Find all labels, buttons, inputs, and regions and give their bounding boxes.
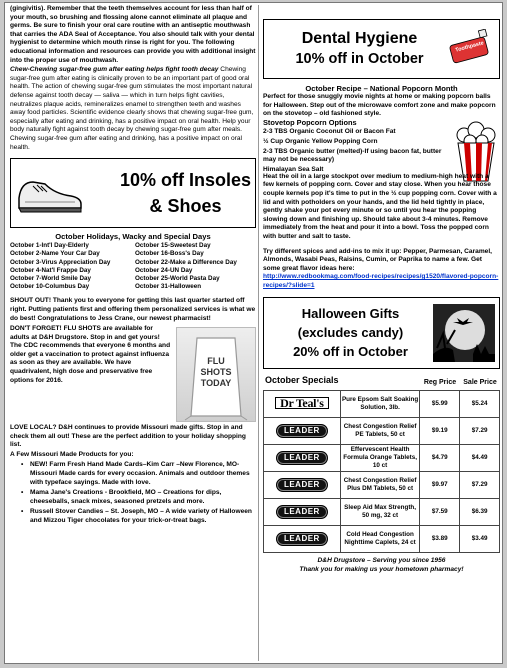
sale-price: $4.49 — [460, 444, 500, 471]
halloween-promo-box — [263, 297, 500, 369]
table-row — [264, 525, 500, 552]
flu-shot-paragraph: DON'T FORGET! FLU SHOTS are available for adults at D&H Drugstore. Stop in and get yours! The CDC recommends that everyone 6 months and older get a vaccination to protect against influenza as soon as they are available. We have quadrivalent, high dose and preservative free options for 2016. — [10, 325, 171, 384]
list-item: • Mama Jane's Creations - Brookfield, MO – Creations for dips, cheeseballs, snack mixes, seasoned pretzels and more. — [30, 489, 256, 506]
spices-paragraph: Try different spices and add-ins to mix it up: Pepper, Parmesan, Caramel, Almonds, Wasabi Peas, Raisins, Cumin, or Paprika to name a few. Get some great flavor ideas here: — [263, 247, 493, 272]
ingredient-item: Himalayan Sea Salt — [263, 165, 324, 173]
holidays-list — [10, 242, 256, 291]
holiday-item: October 25-World Pasta Day — [135, 274, 220, 282]
leader-logo: LEADER — [276, 451, 328, 465]
specials-title: October Specials — [265, 374, 339, 385]
holiday-item: October 24-UN Day — [135, 266, 193, 274]
dental-promo-title: Dental Hygiene 10% off in October — [295, 30, 424, 67]
table-row — [264, 444, 500, 471]
specials-table — [263, 390, 500, 553]
holiday-item: October 2-Name Your Car Day — [10, 250, 100, 258]
holiday-item: October 15-Sweetest Day — [135, 242, 211, 250]
ingredient-item: 2-3 TBS Organic Coconut Oil or Bacon Fat — [263, 128, 396, 136]
products-intro: A Few Missouri Made Products for you: — [10, 450, 134, 458]
dental-promo-box — [263, 19, 500, 79]
mouthwash-paragraph: (gingivitis). Remember that the teeth themselves account for less than half of your mouth, so brushing and flossing alone cannot eliminate all plaque and germs. Be sure to finish your oral care routine with an antiseptic mouthwash that carries the ADA Seal of Acceptance. You also should talk with your dental hygienist to determine which mouth rinse is right for you. The following educational information and resources can provide you with additional insight into the proper use of mouthwash. — [10, 5, 256, 64]
list-item: • NEW! Farm Fresh Hand Made Cards–Kim Carr –New Florence, MO-Missouri Made cards for every occasion. Animals and outdoor themes with typeface sayings. Made with love. — [30, 461, 256, 487]
reg-price: $7.59 — [420, 498, 460, 525]
reg-price: $5.99 — [420, 390, 460, 417]
flu-shots-sign-image — [176, 327, 256, 422]
table-row — [264, 498, 500, 525]
products-list — [30, 461, 256, 525]
newsletter-page — [4, 2, 503, 664]
toothpaste-label: Toothpaste — [454, 40, 485, 54]
table-row — [264, 471, 500, 498]
holiday-item: October 7-World Smile Day — [10, 274, 92, 282]
footer-thanks: Thank you for making us your hometown pharmacy! — [299, 565, 464, 573]
special-item: Chest Congestion Relief Plus DM Tablets, 50 ct — [340, 471, 420, 498]
gum-paragraph — [10, 66, 256, 152]
footer — [263, 556, 500, 574]
drteals-logo: Dr Teal's — [275, 397, 328, 409]
halloween-moon-icon — [433, 304, 495, 362]
halloween-promo-title: Halloween Gifts (excludes candy) 20% off in October — [293, 306, 408, 359]
sneaker-icon — [15, 168, 85, 218]
recipe-intro: Perfect for those snuggly movie nights at home or making popcorn balls for Halloween. Step out of the microwave comfort zone and make popcorn on the stovetop – old fashioned style. — [263, 93, 496, 118]
holiday-item: October 31-Halloween — [135, 283, 202, 291]
table-row — [264, 390, 500, 417]
special-item: Pure Epsom Salt Soaking Solution, 3lb. — [340, 390, 420, 417]
holiday-item: October 16-Boss's Day — [135, 250, 204, 258]
special-item: Sleep Aid Max Strength, 50 mg, 32 ct — [340, 498, 420, 525]
table-row — [264, 417, 500, 444]
holiday-item: October 4-Nat'l Frappe Day — [10, 266, 91, 274]
sale-price: $7.29 — [460, 417, 500, 444]
shout-out-paragraph: SHOUT OUT! Thank you to everyone for getting this last quarter started off right. Putting patients first and offering them personalized services is what we do best! Congratulations to Jess Crane, our newest pharmacist! — [10, 297, 256, 322]
sale-price: $5.24 — [460, 390, 500, 417]
sale-price: $3.49 — [460, 525, 500, 552]
leader-logo: LEADER — [276, 505, 328, 519]
reg-price: $9.97 — [420, 471, 460, 498]
leader-logo: LEADER — [276, 478, 328, 492]
footer-tagline: D&H Drugstore – Serving you since 1956 — [317, 556, 446, 564]
insoles-promo-box — [10, 158, 256, 228]
holiday-item: October 22-Make a Difference Day — [135, 258, 237, 266]
sale-price: $6.39 — [460, 498, 500, 525]
love-local-paragraph: LOVE LOCAL? D&H continues to provide Missouri made gifts. Stop in and check them all out! These are the perfect addition to your holiday shopping list. — [10, 424, 246, 449]
column-divider — [258, 5, 259, 661]
right-column — [263, 5, 500, 574]
special-item: Effervescent Health Formula Orange Tablets, 10 ct — [340, 444, 420, 471]
holidays-title: October Holidays, Wacky and Special Days — [55, 232, 211, 242]
ingredient-item: ½ Cup Organic Yellow Popping Corn — [263, 137, 378, 145]
leader-logo: LEADER — [276, 532, 328, 546]
stovetop-title: Stovetop Popcorn Options — [263, 117, 357, 127]
recipe-title: October Recipe – National Popcorn Month — [305, 84, 458, 93]
reg-price: $9.19 — [420, 417, 460, 444]
special-item: Cold Head Congestion Nighttime Caplets, 24 ct — [340, 525, 420, 552]
toothpaste-image — [449, 29, 493, 69]
sale-price-header: Sale Price — [463, 378, 497, 386]
ingredient-item: 2-3 TBS Organic butter (melted)-If using bacon fat, butter may not be necessary) — [263, 147, 442, 164]
list-item: • Russell Stover Candies – St. Joseph, MO – A wide variety of Halloween and Mizzou Tiger chocolates for your trick-or-treat bags. — [30, 508, 256, 525]
flavor-ideas-link[interactable]: http://www.redbookmag.com/food-recipes/recipes/g1520/flavored-popcorn-recipes/?slide=1 — [263, 273, 499, 289]
insoles-promo-title: 10% off Insoles & Shoes — [119, 170, 251, 217]
flu-shot-section — [10, 325, 256, 422]
left-column — [10, 5, 256, 526]
holiday-item: October 1-Int'l Day-Elderly — [10, 242, 89, 250]
sale-price: $7.29 — [460, 471, 500, 498]
specials-header — [263, 375, 500, 388]
special-item: Chest Congestion Relief PE Tablets, 50 ct — [340, 417, 420, 444]
gum-text: Chewing sugar-free gum after eating is clinically proven to be an important part of good oral health. The action of chewing sugar-free gum stimulates the most important natural defense against tooth decay — saliva — which in turn helps fight cavities, neutralizes plaque acids, remineralizes enamel to strengthen teeth and washes away food particles. Scientific evidence clearly shows that chewing sugar-free gum, especially after eating and drinking, has a positive impact on oral health. Help your body naturally fight against tooth decay by chewing sugar-free gum after meals. Chewing sugar-free gum after eating and drinking, has a positive impact on oral health. — [10, 66, 254, 151]
holiday-item: October 3-Virus Appreciation Day — [10, 258, 111, 266]
recipe-directions: Heat the oil in a large stockpot over medium to medium-high heat with a few kernels of popping corn. Cover and stay close. When you hear those couple kernels pop it's time to put in the ½ cup popping corn. Cover with a lid and with potholders on your hands, and the lid held tightly in place, gently shake your pot every minute or so until you hear the popping slowing down and finishing up. Should take about 3-4 minutes. Remove immediately from the heat and pour it into a bowl. Toss the popped corn with butter and salt to taste. — [263, 172, 497, 240]
reg-price: $4.79 — [420, 444, 460, 471]
holiday-item: October 10-Columbus Day — [10, 283, 90, 291]
gum-heading: Chew-Chewing sugar-free gum after eating helps fight tooth decay — [10, 66, 219, 74]
leader-logo: LEADER — [276, 424, 328, 438]
flu-sign-text: FLU SHOTS TODAY — [200, 356, 232, 389]
reg-price: $3.89 — [420, 525, 460, 552]
reg-price-header: Reg Price — [423, 378, 457, 386]
